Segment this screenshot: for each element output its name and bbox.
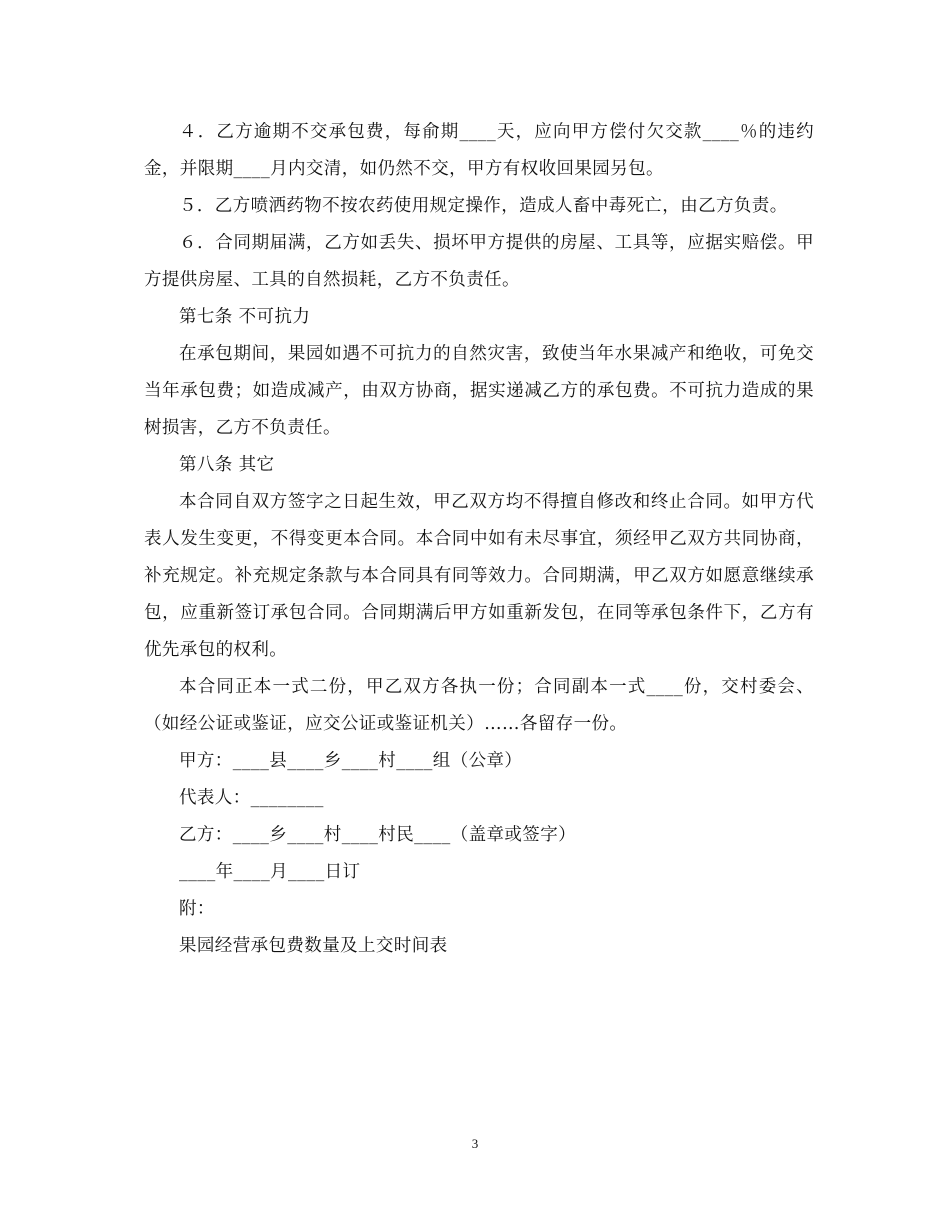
- clause-6-paragraph: ６．合同期届满，乙方如丢失、损坏甲方提供的房屋、工具等，应据实赔偿。甲方提供房屋、工具的自然损耗，乙方不负责任。: [144, 233, 814, 290]
- party-b-signature-line: 乙方：____乡____村____村民____（盖章或签字）: [179, 825, 576, 845]
- clause-5-paragraph: ５．乙方喷洒药物不按农药使用规定操作，造成人畜中毒死亡，由乙方负责。: [179, 196, 788, 216]
- force-majeure-paragraph: 在承包期间，果园如遇不可抗力的自然灾害，致使当年水果减产和绝收，可免交当年承包费；如造成减产，由双方协商，据实递减乙方的承包费。不可抗力造成的果树损害，乙方不负责任。: [144, 344, 814, 438]
- effectiveness-paragraph: 本合同自双方签字之日起生效，甲乙双方均不得擅自修改和终止合同。如甲方代表人发生变更，不得变更本合同。本合同中如有未尽事宜，须经甲乙双方共同协商，补充规定。补充规定条款与本合同具有同等效力。合同期满，甲乙双方如愿意继续承包，应重新签订承包合同。合同期满后甲方如重新发包，在同等承包条件下，乙方有优先承包的权利。: [144, 492, 814, 660]
- article-7-heading: 第七条 不可抗力: [179, 307, 311, 327]
- article-8-heading: 第八条 其它: [179, 455, 275, 475]
- party-a-signature-line: 甲方：____县____乡____村____组（公章）: [179, 751, 523, 771]
- page-number: 3: [471, 1136, 479, 1151]
- copies-paragraph: 本合同正本一式二份，甲乙双方各执一份；合同副本一式____份，交村委会、（如经公证或鉴证，应交公证或鉴证机关）……各留存一份。: [144, 677, 814, 734]
- attachment-title: 果园经营承包费数量及上交时间表: [179, 936, 448, 956]
- representative-line: 代表人：________: [179, 788, 324, 808]
- date-line: ____年____月____日订: [179, 862, 361, 882]
- document-body: [144, 114, 814, 965]
- attachment-label: 附：: [179, 899, 215, 919]
- clause-4-paragraph: ４．乙方逾期不交承包费，每俞期____天，应向甲方偿付欠交款____％的违约金，并限期____月内交清，如仍然不交，甲方有权收回果园另包。: [144, 122, 814, 179]
